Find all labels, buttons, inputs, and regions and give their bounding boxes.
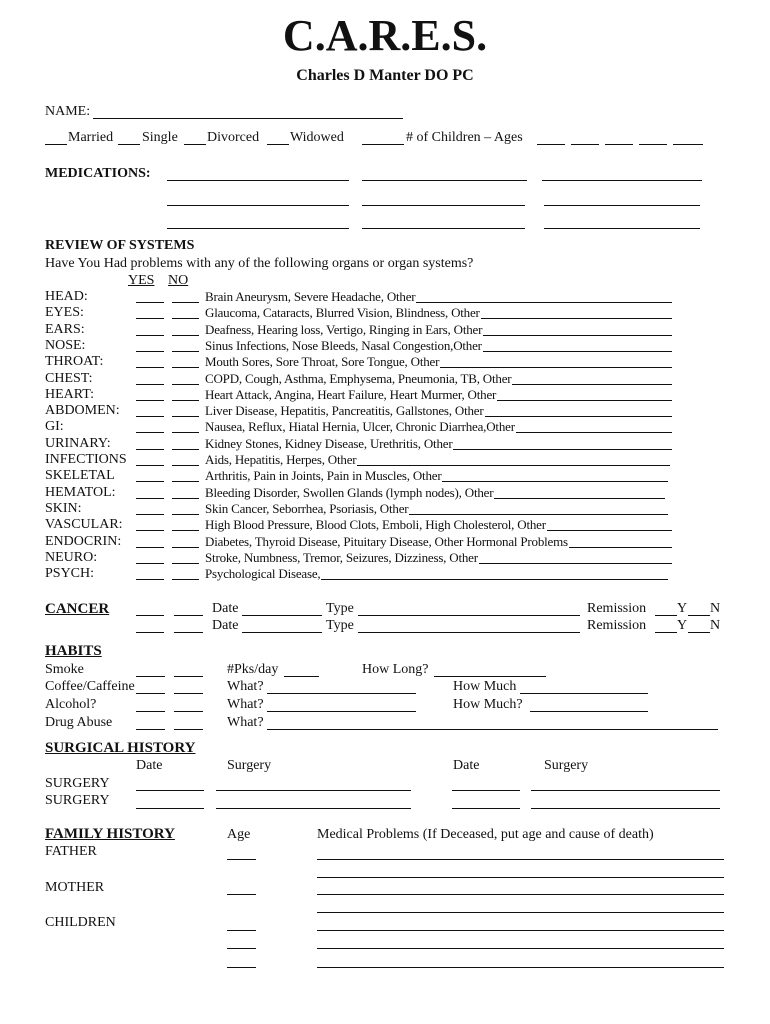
system-label: ABDOMEN:: [45, 403, 120, 418]
married-blank[interactable]: [45, 144, 67, 145]
system-label: HEART:: [45, 387, 95, 402]
age-field[interactable]: [673, 144, 703, 145]
review-heading: REVIEW OF SYSTEMS: [45, 238, 195, 253]
system-label: GI:: [45, 419, 64, 434]
family-heading: FAMILY HISTORY: [45, 826, 175, 842]
no-blank[interactable]: [172, 400, 199, 401]
system-description: Kidney Stones, Kidney Disease, Urethritis, Other: [205, 436, 453, 451]
medication-field[interactable]: [362, 228, 525, 229]
packs-per-day-field[interactable]: [284, 676, 319, 677]
mother-age-field[interactable]: [227, 894, 256, 895]
medication-field[interactable]: [362, 205, 525, 206]
surgery-name-field[interactable]: [531, 808, 720, 809]
no-blank[interactable]: [172, 449, 199, 450]
medication-field[interactable]: [167, 180, 349, 181]
no-blank[interactable]: [172, 335, 199, 336]
alcohol-what-field[interactable]: [267, 711, 416, 712]
cancer-yes-blank[interactable]: [136, 632, 164, 633]
other-detail-field[interactable]: [485, 416, 672, 417]
system-label: INFECTIONS: [45, 452, 127, 467]
no-blank[interactable]: [172, 498, 199, 499]
yes-column-header: YES: [128, 273, 155, 288]
system-description: Mouth Sores, Sore Throat, Sore Tongue, Other: [205, 354, 440, 369]
system-label: EARS:: [45, 322, 85, 337]
system-label: NEURO:: [45, 550, 98, 565]
child-problems-field[interactable]: [317, 948, 724, 949]
system-label: THROAT:: [45, 354, 104, 369]
no-blank[interactable]: [172, 579, 199, 580]
medication-field[interactable]: [167, 205, 349, 206]
yes-blank[interactable]: [136, 465, 164, 466]
no-blank[interactable]: [172, 384, 199, 385]
no-blank[interactable]: [172, 514, 199, 515]
medication-field[interactable]: [542, 180, 702, 181]
yes-blank[interactable]: [136, 335, 164, 336]
system-description: Stroke, Numbness, Tremor, Seizures, Dizziness, Other: [205, 550, 478, 565]
surgery-name-header: Surgery: [227, 758, 272, 773]
remission-yes-blank[interactable]: [655, 615, 677, 616]
surgery-date-header-2: Date: [453, 758, 480, 773]
other-detail-field[interactable]: [494, 498, 665, 499]
yes-blank[interactable]: [136, 318, 164, 319]
remission-y: Y: [677, 618, 688, 633]
other-detail-field[interactable]: [497, 400, 672, 401]
father-problems-field[interactable]: [317, 877, 724, 878]
system-description: Liver Disease, Hepatitis, Pancreatitis, Gallstones, Other: [205, 403, 484, 418]
other-detail-field[interactable]: [453, 449, 672, 450]
coffee-how-much-label: How Much: [453, 679, 517, 694]
children-label: CHILDREN: [45, 915, 116, 930]
widowed-blank[interactable]: [267, 144, 289, 145]
yes-blank[interactable]: [136, 351, 164, 352]
system-label: URINARY:: [45, 436, 111, 451]
coffee-no-blank[interactable]: [174, 693, 203, 694]
alcohol-how-much-label: How Much?: [453, 697, 523, 712]
other-detail-field[interactable]: [547, 530, 672, 531]
medication-field[interactable]: [362, 180, 527, 181]
no-blank[interactable]: [172, 302, 199, 303]
age-field[interactable]: [639, 144, 667, 145]
remission-label: Remission: [587, 618, 647, 633]
surgery-name-field[interactable]: [216, 790, 411, 791]
alcohol-yes-blank[interactable]: [136, 711, 165, 712]
other-detail-field[interactable]: [483, 351, 672, 352]
surgery-date-field[interactable]: [136, 808, 204, 809]
surgery-row-label: SURGERY: [45, 793, 110, 808]
surgery-date-header: Date: [136, 758, 163, 773]
surgical-heading: SURGICAL HISTORY: [45, 740, 196, 756]
age-field[interactable]: [571, 144, 599, 145]
medication-field[interactable]: [544, 205, 700, 206]
cancer-date-field[interactable]: [242, 632, 322, 633]
yes-blank[interactable]: [136, 384, 164, 385]
surgery-name-header-2: Surgery: [544, 758, 589, 773]
yes-blank[interactable]: [136, 579, 164, 580]
drug-what-field[interactable]: [267, 729, 718, 730]
smoke-label: Smoke: [45, 662, 84, 677]
mother-label: MOTHER: [45, 880, 105, 895]
system-label: HEMATOL:: [45, 485, 116, 500]
single-label: Single: [142, 130, 178, 145]
yes-blank[interactable]: [136, 367, 164, 368]
widowed-label: Widowed: [290, 130, 344, 145]
coffee-yes-blank[interactable]: [136, 693, 165, 694]
yes-blank[interactable]: [136, 449, 164, 450]
drug-no-blank[interactable]: [174, 729, 203, 730]
no-blank[interactable]: [172, 367, 199, 368]
packs-per-day-label: #Pks/day: [227, 662, 279, 677]
children-ages-label: # of Children – Ages: [406, 130, 523, 145]
cancer-heading: CANCER: [45, 601, 110, 617]
father-problems-field[interactable]: [317, 859, 724, 860]
child-problems-field[interactable]: [317, 930, 724, 931]
system-label: NOSE:: [45, 338, 86, 353]
other-detail-field[interactable]: [357, 465, 670, 466]
smoke-yes-blank[interactable]: [136, 676, 165, 677]
divorced-blank[interactable]: [184, 144, 206, 145]
no-blank[interactable]: [172, 530, 199, 531]
yes-blank[interactable]: [136, 432, 164, 433]
alcohol-no-blank[interactable]: [174, 711, 203, 712]
system-label: ENDOCRIN:: [45, 534, 122, 549]
surgery-date-field[interactable]: [136, 790, 204, 791]
child-age-field[interactable]: [227, 930, 256, 931]
alcohol-what-label: What?: [227, 697, 264, 712]
surgery-date-field[interactable]: [452, 790, 520, 791]
surgery-row-label: SURGERY: [45, 776, 110, 791]
system-label: PSYCH:: [45, 566, 95, 581]
other-detail-field[interactable]: [409, 514, 668, 515]
system-label: HEAD:: [45, 289, 88, 304]
no-blank[interactable]: [172, 481, 199, 482]
how-long-field[interactable]: [434, 676, 546, 677]
yes-blank[interactable]: [136, 416, 164, 417]
age-field[interactable]: [537, 144, 565, 145]
system-description: Skin Cancer, Seborrhea, Psoriasis, Other: [205, 501, 409, 516]
age-field[interactable]: [605, 144, 633, 145]
other-detail-field[interactable]: [321, 579, 668, 580]
single-blank[interactable]: [118, 144, 140, 145]
drug-yes-blank[interactable]: [136, 729, 165, 730]
other-detail-field[interactable]: [416, 302, 672, 303]
practice-name: Charles D Manter DO PC: [296, 67, 474, 84]
system-label: SKELETAL: [45, 468, 115, 483]
other-detail-field[interactable]: [440, 367, 672, 368]
other-detail-field[interactable]: [483, 335, 672, 336]
system-description: Aids, Hepatitis, Herpes, Other: [205, 452, 357, 467]
system-label: SKIN:: [45, 501, 82, 516]
yes-blank[interactable]: [136, 498, 164, 499]
how-long-label: How Long?: [362, 662, 429, 677]
medications-label: MEDICATIONS:: [45, 166, 151, 181]
yes-blank[interactable]: [136, 530, 164, 531]
child-age-field[interactable]: [227, 967, 256, 968]
cancer-type-field[interactable]: [358, 632, 580, 633]
habits-heading: HABITS: [45, 643, 102, 659]
child-age-field[interactable]: [227, 948, 256, 949]
father-age-field[interactable]: [227, 859, 256, 860]
system-description: Brain Aneurysm, Severe Headache, Other: [205, 289, 416, 304]
cancer-type-label: Type: [326, 618, 354, 633]
surgery-date-field[interactable]: [452, 808, 520, 809]
cancer-yes-blank[interactable]: [136, 615, 164, 616]
mother-problems-field[interactable]: [317, 894, 724, 895]
surgery-name-field[interactable]: [216, 808, 411, 809]
yes-blank[interactable]: [136, 547, 164, 548]
system-description: Deafness, Hearing loss, Vertigo, Ringing in Ears, Other: [205, 322, 483, 337]
cancer-date-label: Date: [212, 618, 239, 633]
yes-blank[interactable]: [136, 514, 164, 515]
remission-y: Y: [677, 601, 688, 616]
system-label: CHEST:: [45, 371, 93, 386]
no-blank[interactable]: [172, 547, 199, 548]
no-column-header: NO: [168, 273, 189, 288]
system-label: EYES:: [45, 305, 84, 320]
coffee-how-much-field[interactable]: [520, 693, 648, 694]
no-blank[interactable]: [172, 432, 199, 433]
system-description: Psychological Disease,: [205, 566, 321, 581]
no-blank[interactable]: [172, 563, 199, 564]
coffee-what-field[interactable]: [267, 693, 416, 694]
form-title: C.A.R.E.S.: [282, 11, 488, 60]
cancer-no-blank[interactable]: [174, 632, 203, 633]
alcohol-how-much-field[interactable]: [530, 711, 648, 712]
other-detail-field[interactable]: [481, 318, 672, 319]
remission-no-blank[interactable]: [688, 615, 710, 616]
cancer-date-label: Date: [212, 601, 239, 616]
remission-yes-blank[interactable]: [655, 632, 677, 633]
no-blank[interactable]: [172, 318, 199, 319]
remission-n: N: [710, 601, 721, 616]
system-label: VASCULAR:: [45, 517, 123, 532]
medication-field[interactable]: [544, 228, 700, 229]
married-label: Married: [68, 130, 114, 145]
name-label: NAME:: [45, 104, 91, 119]
yes-blank[interactable]: [136, 563, 164, 564]
review-question: Have You Had problems with any of the following organs or organ systems?: [45, 256, 474, 271]
other-detail-field[interactable]: [569, 547, 672, 548]
family-age-header: Age: [227, 827, 251, 842]
drug-abuse-label: Drug Abuse: [45, 715, 113, 730]
medication-field[interactable]: [167, 228, 349, 229]
divorced-label: Divorced: [207, 130, 260, 145]
no-blank[interactable]: [172, 416, 199, 417]
smoke-no-blank[interactable]: [174, 676, 203, 677]
family-problems-header: Medical Problems (If Deceased, put age and cause of death): [317, 827, 654, 842]
cancer-no-blank[interactable]: [174, 615, 203, 616]
mother-problems-field[interactable]: [317, 912, 724, 913]
system-description: Glaucoma, Cataracts, Blurred Vision, Blindness, Other: [205, 305, 480, 320]
yes-blank[interactable]: [136, 481, 164, 482]
other-detail-field[interactable]: [512, 384, 672, 385]
child-problems-field[interactable]: [317, 967, 724, 968]
cancer-type-label: Type: [326, 601, 354, 616]
remission-n: N: [710, 618, 721, 633]
no-blank[interactable]: [172, 465, 199, 466]
no-blank[interactable]: [172, 351, 199, 352]
system-description: Diabetes, Thyroid Disease, Pituitary Disease, Other Hormonal Problems: [205, 534, 568, 549]
other-detail-field[interactable]: [516, 432, 672, 433]
coffee-label: Coffee/Caffeine: [45, 679, 135, 694]
father-label: FATHER: [45, 844, 97, 859]
name-field[interactable]: [93, 118, 403, 119]
other-detail-field[interactable]: [479, 563, 672, 564]
drug-what-label: What?: [227, 715, 264, 730]
system-description: Arthritis, Pain in Joints, Pain in Muscles, Other: [205, 468, 442, 483]
other-detail-field[interactable]: [442, 481, 668, 482]
coffee-what-label: What?: [227, 679, 264, 694]
system-description: Nausea, Reflux, Hiatal Hernia, Ulcer, Chronic Diarrhea,Other: [205, 419, 515, 434]
cancer-type-field[interactable]: [358, 615, 580, 616]
remission-label: Remission: [587, 601, 647, 616]
children-count-field[interactable]: [362, 144, 404, 145]
system-description: High Blood Pressure, Blood Clots, Emboli, High Cholesterol, Other: [205, 517, 546, 532]
yes-blank[interactable]: [136, 302, 164, 303]
system-description: Sinus Infections, Nose Bleeds, Nasal Congestion,Other: [205, 338, 482, 353]
surgery-name-field[interactable]: [531, 790, 720, 791]
yes-blank[interactable]: [136, 400, 164, 401]
remission-no-blank[interactable]: [688, 632, 710, 633]
system-description: Heart Attack, Angina, Heart Failure, Heart Murmer, Other: [205, 387, 497, 402]
cancer-date-field[interactable]: [242, 615, 322, 616]
system-description: COPD, Cough, Asthma, Emphysema, Pneumonia, TB, Other: [205, 371, 512, 386]
alcohol-label: Alcohol?: [45, 697, 97, 712]
system-description: Bleeding Disorder, Swollen Glands (lymph nodes), Other: [205, 485, 494, 500]
